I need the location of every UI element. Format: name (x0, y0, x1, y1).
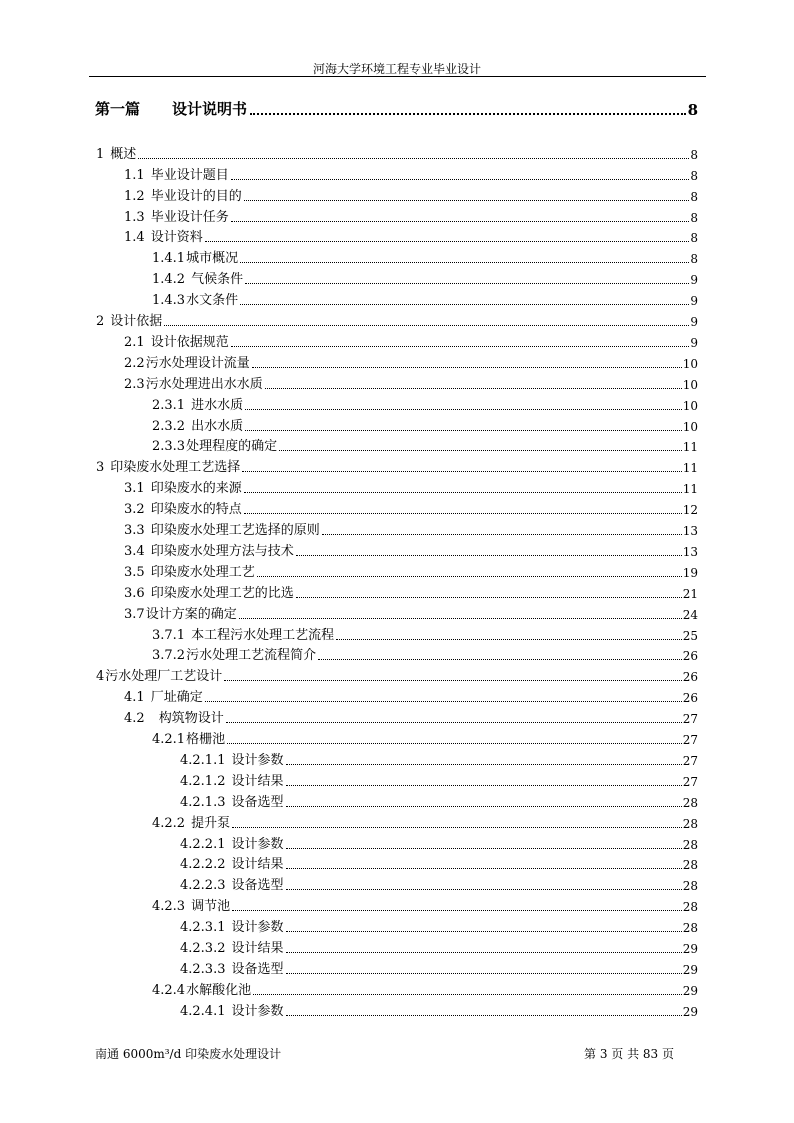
dot-leader (279, 450, 682, 451)
toc-entry-number: 4.1 (124, 690, 145, 706)
toc-entry-title: 设计资料 (150, 230, 203, 246)
dot-leader (232, 910, 682, 911)
toc-entry (124, 184, 698, 205)
toc-entry-number: 2.1 (124, 334, 145, 350)
dot-leader (296, 597, 682, 598)
toc-entry-number: 3.5 (124, 564, 145, 580)
toc-entry (152, 247, 698, 268)
toc-entry-page: 28 (682, 837, 698, 852)
dot-leader (227, 743, 682, 744)
toc-entry-number: 2.3 (124, 376, 145, 392)
toc-entry-page: 28 (682, 879, 698, 894)
toc-entry (96, 665, 698, 686)
toc-entry-title: 污水处理厂工艺设计 (105, 669, 223, 685)
toc-entry-title: 印染废水处理工艺的比选 (150, 585, 294, 601)
toc-entry-title: 毕业设计题目 (150, 167, 229, 183)
dot-leader (226, 722, 682, 723)
toc-entry-title: 设计方案的确定 (145, 606, 237, 622)
toc-entry-number: 3.7.2 (152, 648, 186, 664)
toc-entry (96, 456, 698, 477)
toc-entry (124, 226, 698, 247)
dot-leader (286, 1015, 682, 1016)
toc-entry-number: 4.2.4.1 (180, 1003, 226, 1019)
toc-entry-number: 4.2.2.3 (180, 878, 226, 894)
toc-entry-title: 设计依据 (110, 314, 163, 330)
toc-entry-number: 3.3 (124, 523, 145, 539)
toc-entry-title: 设计结果 (231, 941, 284, 957)
dot-leader (231, 221, 690, 222)
toc-entry-title: 设计依据规范 (150, 334, 229, 350)
toc-entry-page: 9 (690, 335, 698, 350)
toc-entry (124, 539, 698, 560)
toc-entry-number: 3.6 (124, 585, 145, 601)
dot-leader (286, 868, 682, 869)
toc-entry (180, 915, 698, 936)
toc-entry (180, 832, 698, 853)
toc-entry (152, 978, 698, 999)
dot-leader (224, 680, 681, 681)
toc-entry-title: 提升泵 (191, 815, 231, 831)
toc-entry (180, 957, 698, 978)
part-title: 设计说明书 (172, 100, 248, 118)
toc-entry-number: 4 (96, 669, 105, 685)
toc-entry-title: 概述 (110, 146, 137, 162)
toc-entry-number: 1.4.1 (152, 251, 186, 267)
toc-entry (152, 727, 698, 748)
toc-entry-page: 8 (690, 231, 698, 246)
toc-entry-page: 11 (682, 440, 698, 455)
toc-entry-page: 8 (690, 168, 698, 183)
dot-leader (244, 200, 690, 201)
dot-leader (138, 158, 689, 159)
toc-entry-title: 气候条件 (191, 272, 244, 288)
toc-entry-title: 进水水质 (191, 397, 244, 413)
toc-entry-number: 2.2 (124, 355, 145, 371)
toc-entry-page: 28 (682, 858, 698, 873)
toc-entry-page: 13 (682, 544, 698, 559)
toc-entry-title: 处理程度的确定 (186, 439, 278, 455)
toc-entry-title: 设计参数 (231, 752, 284, 768)
footer-title: 南通 6000m³/d 印染废水处理设计 (95, 1047, 282, 1061)
toc-entry (180, 874, 698, 895)
toc-entry (124, 163, 698, 184)
dot-leader (205, 241, 690, 242)
toc-entry-number: 4.2.4 (152, 982, 186, 998)
toc-entry (124, 706, 698, 727)
toc-entry (152, 623, 698, 644)
toc-entry-number: 1.4 (124, 230, 145, 246)
toc-entry (180, 769, 698, 790)
toc-entry (124, 497, 698, 518)
toc-entry (124, 602, 698, 623)
toc-entry-title: 污水处理设计流量 (145, 355, 250, 371)
toc-entry-number: 1 (96, 146, 105, 162)
toc-entry (152, 811, 698, 832)
toc-entry-number: 4.2 (124, 711, 145, 727)
toc-entry-title: 设计参数 (231, 1003, 284, 1019)
toc-entry-title: 污水处理进出水水质 (145, 376, 263, 392)
toc-entry (152, 894, 698, 915)
toc-entry (152, 435, 698, 456)
dot-leader (286, 806, 682, 807)
toc-entry-title: 印染废水的来源 (150, 481, 242, 497)
dot-leader (286, 931, 682, 932)
toc-entry (152, 288, 698, 309)
toc-entry-number: 3.2 (124, 502, 145, 518)
dot-leader (244, 492, 682, 493)
dot-leader (265, 388, 682, 389)
toc-entry (152, 644, 698, 665)
toc-entry-number: 3.7.1 (152, 627, 186, 643)
toc-entry-number: 4.2.1.3 (180, 794, 226, 810)
toc-entry-number: 1.1 (124, 167, 145, 183)
toc-entry-title: 水文条件 (186, 293, 239, 309)
toc-entry-page: 29 (682, 983, 698, 998)
toc-entry-page: 19 (682, 565, 698, 580)
toc-entry-page: 27 (682, 712, 698, 727)
toc-entry-number: 3.1 (124, 481, 145, 497)
toc-entry-page: 8 (690, 189, 698, 204)
dot-leader (286, 785, 682, 786)
toc-entry-page: 28 (682, 921, 698, 936)
toc-entry-page: 10 (682, 356, 698, 371)
toc-entry (152, 393, 698, 414)
toc-entry-page: 8 (690, 210, 698, 225)
toc-entry-page: 26 (682, 649, 698, 664)
toc-entry-title: 印染废水处理工艺 (150, 564, 255, 580)
dot-leader (253, 994, 682, 995)
toc-entry-page: 24 (682, 607, 698, 622)
part-heading (95, 99, 698, 119)
toc-entry-title: 本工程污水处理工艺流程 (191, 627, 335, 643)
dot-leader (252, 367, 682, 368)
dot-leader (244, 513, 682, 514)
toc-entry-page: 29 (682, 962, 698, 977)
toc-entry-page: 13 (682, 524, 698, 539)
toc-entry (124, 205, 698, 226)
toc-entry-number: 1.3 (124, 209, 145, 225)
dot-leader (257, 576, 682, 577)
toc-entry-page: 29 (682, 942, 698, 957)
toc-entry-page: 26 (682, 670, 698, 685)
toc-entry-number: 4.2.1.1 (180, 752, 226, 768)
dot-leader (242, 471, 681, 472)
toc-entry-page: 10 (682, 377, 698, 392)
toc-entry-title: 设计结果 (231, 857, 284, 873)
toc-entry-number: 4.2.3 (152, 899, 186, 915)
toc-entry-number: 2.3.3 (152, 439, 186, 455)
toc-entry-number: 3 (96, 460, 105, 476)
toc-entry-title: 毕业设计的目的 (150, 188, 242, 204)
toc-entry-title: 厂址确定 (150, 690, 203, 706)
dot-leader (286, 952, 682, 953)
dot-leader (239, 618, 682, 619)
toc-entry (96, 142, 698, 163)
toc-entry-page: 27 (682, 733, 698, 748)
toc-entry-title: 调节池 (191, 899, 231, 915)
part-page: 8 (687, 101, 698, 119)
toc-entry (180, 936, 698, 957)
toc-entry-page: 8 (690, 252, 698, 267)
toc-entry-title: 构筑物设计 (158, 711, 224, 727)
dot-leader (245, 409, 682, 410)
toc-entry-number: 1.4.3 (152, 293, 186, 309)
toc-entry-page: 11 (682, 461, 698, 476)
dot-leader (336, 639, 682, 640)
toc-entry (124, 476, 698, 497)
toc-entry-page: 12 (682, 503, 698, 518)
dot-leader (322, 534, 682, 535)
toc-entry-title: 毕业设计任务 (150, 209, 229, 225)
toc-entry-page: 9 (690, 273, 698, 288)
toc-entry-title: 印染废水处理工艺选择 (110, 460, 241, 476)
dot-leader (240, 262, 689, 263)
toc-entry (124, 330, 698, 351)
toc-entry (124, 372, 698, 393)
toc-entry (124, 560, 698, 581)
toc-entry-title: 印染废水的特点 (150, 502, 242, 518)
toc-entry-number: 4.2.2 (152, 815, 186, 831)
toc-entry (180, 790, 698, 811)
toc-entry-page: 8 (690, 147, 698, 162)
toc-entry-title: 印染废水处理工艺选择的原则 (150, 523, 320, 539)
toc-entry-title: 污水处理工艺流程简介 (186, 648, 317, 664)
toc-entry-title: 设计参数 (231, 836, 284, 852)
toc-entry-title: 水解酸化池 (186, 982, 252, 998)
toc-entry-page: 28 (682, 900, 698, 915)
toc-entry-number: 4.2.1 (152, 732, 186, 748)
toc-entry (124, 685, 698, 706)
footer-page-count: 第 3 页 共 83 页 (584, 1047, 674, 1061)
part-label: 第一篇 (95, 100, 141, 118)
toc-entry-page: 27 (682, 774, 698, 789)
dot-leader (245, 430, 682, 431)
toc-entry (152, 267, 698, 288)
toc-entry-number: 3.7 (124, 606, 145, 622)
toc-entry-page: 10 (682, 398, 698, 413)
toc-entry-page: 26 (682, 691, 698, 706)
dot-leader (286, 764, 682, 765)
dot-leader (245, 283, 689, 284)
toc-entry-page: 21 (682, 586, 698, 601)
dot-leader (231, 346, 690, 347)
toc-entry (152, 414, 698, 435)
dot-leader (240, 304, 689, 305)
toc-entry-title: 城市概况 (186, 251, 239, 267)
toc-entry-title: 设备选型 (231, 878, 284, 894)
toc-entry-title: 设备选型 (231, 961, 284, 977)
dot-leader (232, 827, 682, 828)
toc-entry-title: 印染废水处理方法与技术 (150, 543, 294, 559)
toc-entry-number: 1.4.2 (152, 272, 186, 288)
toc-entry-number: 4.2.2.2 (180, 857, 226, 873)
toc-entry-title: 设计参数 (231, 920, 284, 936)
toc-entry (124, 581, 698, 602)
toc-entry-number: 4.2.3.3 (180, 961, 226, 977)
toc-entry-title: 格栅池 (186, 732, 226, 748)
toc-entry-number: 2 (96, 314, 105, 330)
dot-leader (296, 555, 682, 556)
toc-entry-page: 28 (682, 795, 698, 810)
toc-entry-number: 4.2.3.2 (180, 941, 226, 957)
toc-entry (124, 351, 698, 372)
toc-entry-page: 28 (682, 816, 698, 831)
toc-entry-page: 25 (682, 628, 698, 643)
toc-entry-page: 10 (682, 419, 698, 434)
toc-entry (180, 999, 698, 1020)
toc-entry (180, 853, 698, 874)
toc-entry-number: 3.4 (124, 543, 145, 559)
toc-entry (124, 518, 698, 539)
toc-entry-title: 设备选型 (231, 794, 284, 810)
toc-entry-number: 4.2.1.2 (180, 773, 226, 789)
toc-entry-number: 4.2.3.1 (180, 920, 226, 936)
dot-leader (205, 701, 682, 702)
toc-entry-page: 29 (682, 1004, 698, 1019)
dot-leader (286, 889, 682, 890)
dot-leader (286, 973, 682, 974)
dot-leader (286, 848, 682, 849)
dot-leader (250, 113, 686, 115)
running-header: 河海大学环境工程专业毕业设计 (312, 62, 481, 76)
toc-entry-page: 9 (690, 315, 698, 330)
toc-entry-number: 1.2 (124, 188, 145, 204)
toc-entry-page: 9 (690, 294, 698, 309)
toc-entry (180, 748, 698, 769)
dot-leader (231, 179, 690, 180)
toc-entry-page: 27 (682, 753, 698, 768)
dot-leader (318, 659, 682, 660)
toc-entry-number: 2.3.1 (152, 397, 186, 413)
toc-entry-number: 4.2.2.1 (180, 836, 226, 852)
toc-entry-page: 11 (682, 482, 698, 497)
toc-entry (96, 309, 698, 330)
toc-entry-number: 2.3.2 (152, 418, 186, 434)
header-rule (89, 76, 706, 77)
toc-entry-title: 设计结果 (231, 773, 284, 789)
toc-entry-title: 出水水质 (191, 418, 244, 434)
dot-leader (164, 325, 689, 326)
